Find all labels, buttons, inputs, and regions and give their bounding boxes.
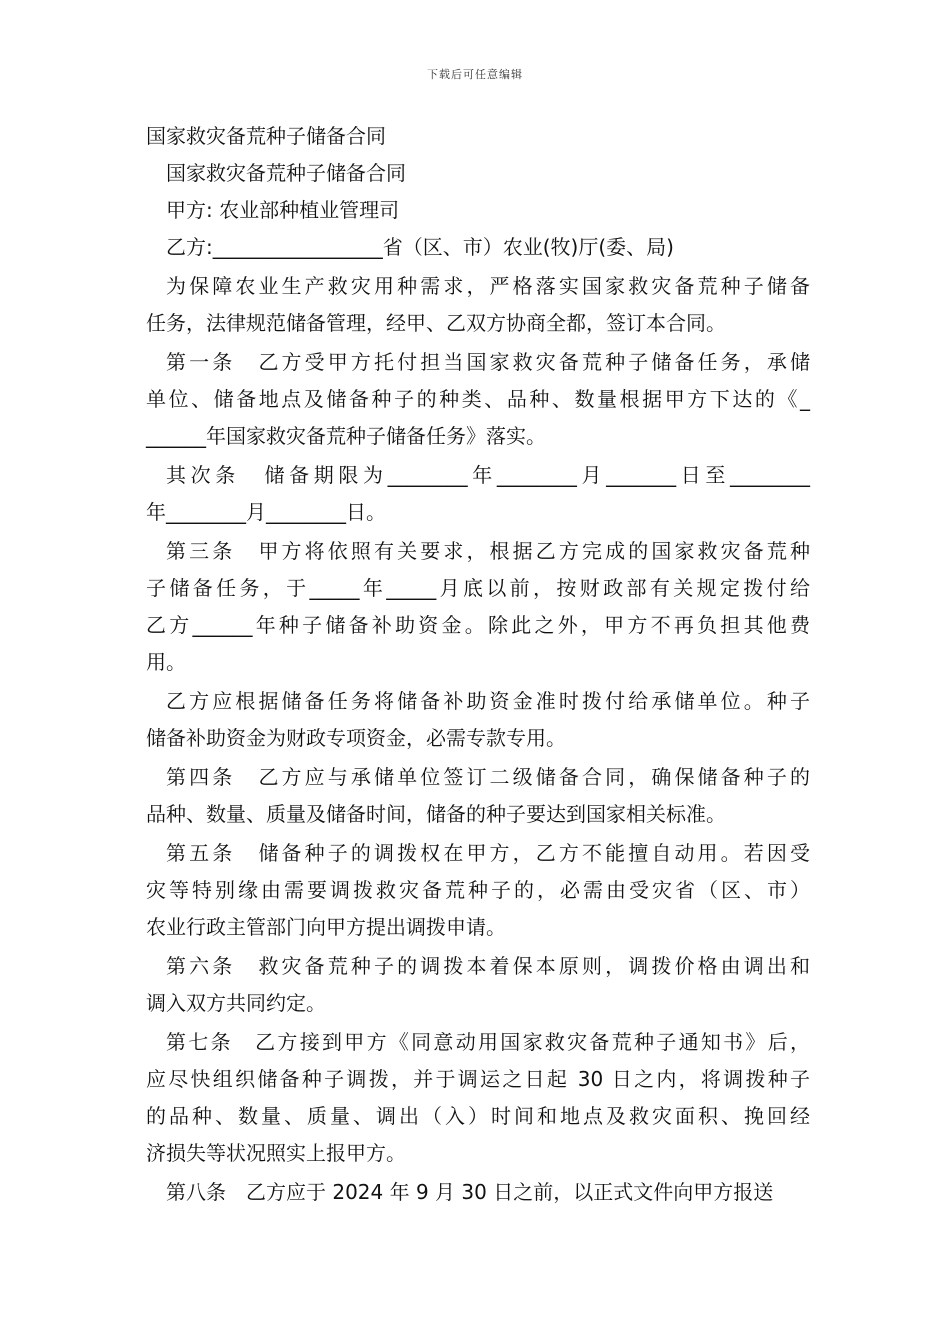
clause-line: 农业行政主管部门向甲方提出调拨申请。 — [146, 915, 506, 939]
clause-line: 年________月________日。 — [146, 500, 386, 524]
clause-line: 第八条 乙方应于 2024 年 9 月 30 日之前，以正式文件向甲方报送 — [166, 1180, 774, 1204]
contract-clauses — [146, 268, 810, 1213]
clause-line: 其次条 储备期限为________年________月_______日至________ — [166, 463, 810, 487]
clause-line: 第六条 救灾备荒种子的调拨本着保本原则，调拨价格由调出和 — [166, 954, 810, 978]
clause-line: 为保障农业生产救灾用种需求，严格落实国家救灾备荒种子储备 — [166, 274, 810, 298]
clause-line: 第四条 乙方应与承储单位签订二级储备合同，确保储备种子的 — [166, 765, 810, 789]
clause-line: 乙方应根据储备任务将储备补助资金准时拨付给承储单位。种子 — [166, 689, 810, 713]
clause-line: 任务，法律规范储备管理，经甲、乙双方协商全都，签订本合同。 — [146, 311, 726, 335]
clause-line: 品种、数量、质量及储备时间，储备的种子要达到国家相关标准。 — [146, 802, 726, 826]
clause-paragraph — [146, 268, 810, 342]
clause-line: 单位、储备地点及储备种子的种类、品种、数量根据甲方下达的《_ — [146, 387, 810, 411]
clause-line: 储备补助资金为财政专项资金，必需专款专用。 — [146, 726, 566, 750]
clause-line: 的品种、数量、质量、调出（入）时间和地点及救灾面积、挽回经 — [146, 1104, 810, 1128]
clause-line: 第三条 甲方将依照有关要求，根据乙方完成的国家救灾备荒种 — [166, 539, 810, 563]
document-title: 国家救灾备荒种子储备合同 — [146, 124, 386, 148]
clause-paragraph — [146, 1174, 810, 1211]
contract-document — [146, 118, 810, 1213]
party-b-line: 乙方:_________________省（区、市）农业(牧)厅(委、局) — [166, 235, 674, 259]
clause-line: ______年国家救灾备荒种子储备任务》落实。 — [146, 424, 546, 448]
clause-paragraph — [146, 835, 810, 946]
document-subtitle: 国家救灾备荒种子储备合同 — [166, 161, 406, 185]
clause-line: 用。 — [146, 650, 186, 674]
header-note: 下载后可任意编辑 — [427, 68, 523, 81]
clause-line: 灾等特别缘由需要调拨救灾备荒种子的，必需由受灾省（区、市） — [146, 878, 810, 902]
clause-line: 第五条 储备种子的调拨权在甲方，乙方不能擅自动用。若因受 — [166, 841, 810, 865]
clause-paragraph — [146, 457, 810, 531]
clause-paragraph — [146, 948, 810, 1022]
clause-line: 第一条 乙方受甲方托付担当国家救灾备荒种子储备任务，承储 — [166, 350, 810, 374]
party-a-line: 甲方: 农业部种植业管理司 — [166, 198, 400, 222]
clause-paragraph — [146, 344, 810, 455]
clause-line: 济损失等状况照实上报甲方。 — [146, 1141, 406, 1165]
clause-paragraph — [146, 759, 810, 833]
clause-line: 子储备任务，于_____年_____月底以前，按财政部有关规定拨付给 — [146, 576, 810, 600]
clause-paragraph — [146, 683, 810, 757]
clause-line: 应尽快组织储备种子调拨，并于调运之日起 30 日之内，将调拨种子 — [146, 1067, 810, 1091]
clause-line: 第七条 乙方接到甲方《同意动用国家救灾备荒种子通知书》后， — [166, 1030, 810, 1054]
clause-paragraph — [146, 533, 810, 681]
clause-line: 乙方______年种子储备补助资金。除此之外，甲方不再负担其他费 — [146, 613, 810, 637]
clause-line: 调入双方共同约定。 — [146, 991, 326, 1015]
clause-paragraph — [146, 1024, 810, 1172]
